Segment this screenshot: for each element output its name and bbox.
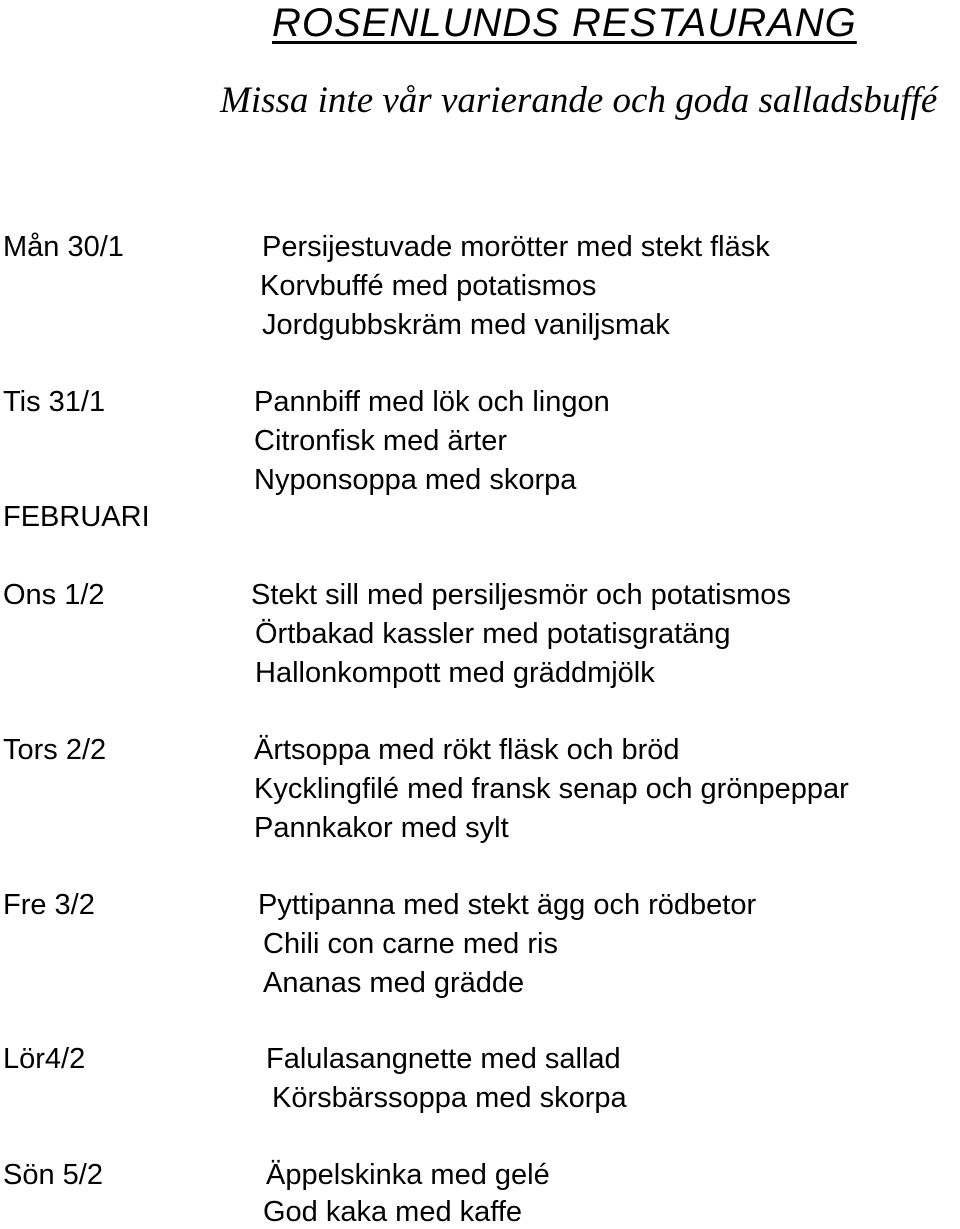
dish: Pannkakor med sylt bbox=[254, 812, 509, 844]
restaurant-name: ROSENLUNDS RESTAURANG bbox=[272, 1, 857, 45]
month-heading: FEBRUARI bbox=[3, 501, 150, 533]
dish: Stekt sill med persiljesmör och potatismos bbox=[251, 579, 791, 611]
tagline: Missa inte vår varierande och goda salladsbuffé bbox=[220, 80, 938, 121]
dish: Pyttipanna med stekt ägg och rödbetor bbox=[258, 889, 757, 921]
day-date: Tis 31/1 bbox=[3, 386, 106, 418]
dish: Citronfisk med ärter bbox=[254, 425, 508, 457]
dish: God kaka med kaffe bbox=[263, 1196, 523, 1228]
dish: Korvbuffé med potatismos bbox=[260, 270, 597, 302]
day-date: Lör4/2 bbox=[3, 1043, 86, 1075]
dish: Kycklingfilé med fransk senap och grönpeppar bbox=[254, 773, 849, 805]
day-date: Sön 5/2 bbox=[3, 1159, 103, 1191]
dish: Jordgubbskräm med vaniljsmak bbox=[262, 309, 670, 341]
dish: Ananas med grädde bbox=[263, 967, 525, 999]
day-date: Ons 1/2 bbox=[3, 579, 105, 611]
dish: Persijestuvade morötter med stekt fläsk bbox=[262, 231, 770, 263]
dish: Äppelskinka med gelé bbox=[266, 1159, 550, 1191]
dish: Körsbärssoppa med skorpa bbox=[272, 1082, 627, 1114]
dish: Ärtsoppa med rökt fläsk och bröd bbox=[254, 734, 680, 766]
day-date: Mån 30/1 bbox=[3, 231, 124, 263]
dish: Nyponsoppa med skorpa bbox=[254, 464, 577, 496]
dish: Hallonkompott med gräddmjölk bbox=[255, 657, 655, 689]
dish: Falulasangnette med sallad bbox=[266, 1043, 621, 1075]
dish: Örtbakad kassler med potatisgratäng bbox=[255, 618, 731, 650]
day-date: Fre 3/2 bbox=[3, 889, 95, 921]
dish: Chili con carne med ris bbox=[263, 928, 558, 960]
dish: Pannbiff med lök och lingon bbox=[254, 386, 610, 418]
day-date: Tors 2/2 bbox=[3, 734, 107, 766]
